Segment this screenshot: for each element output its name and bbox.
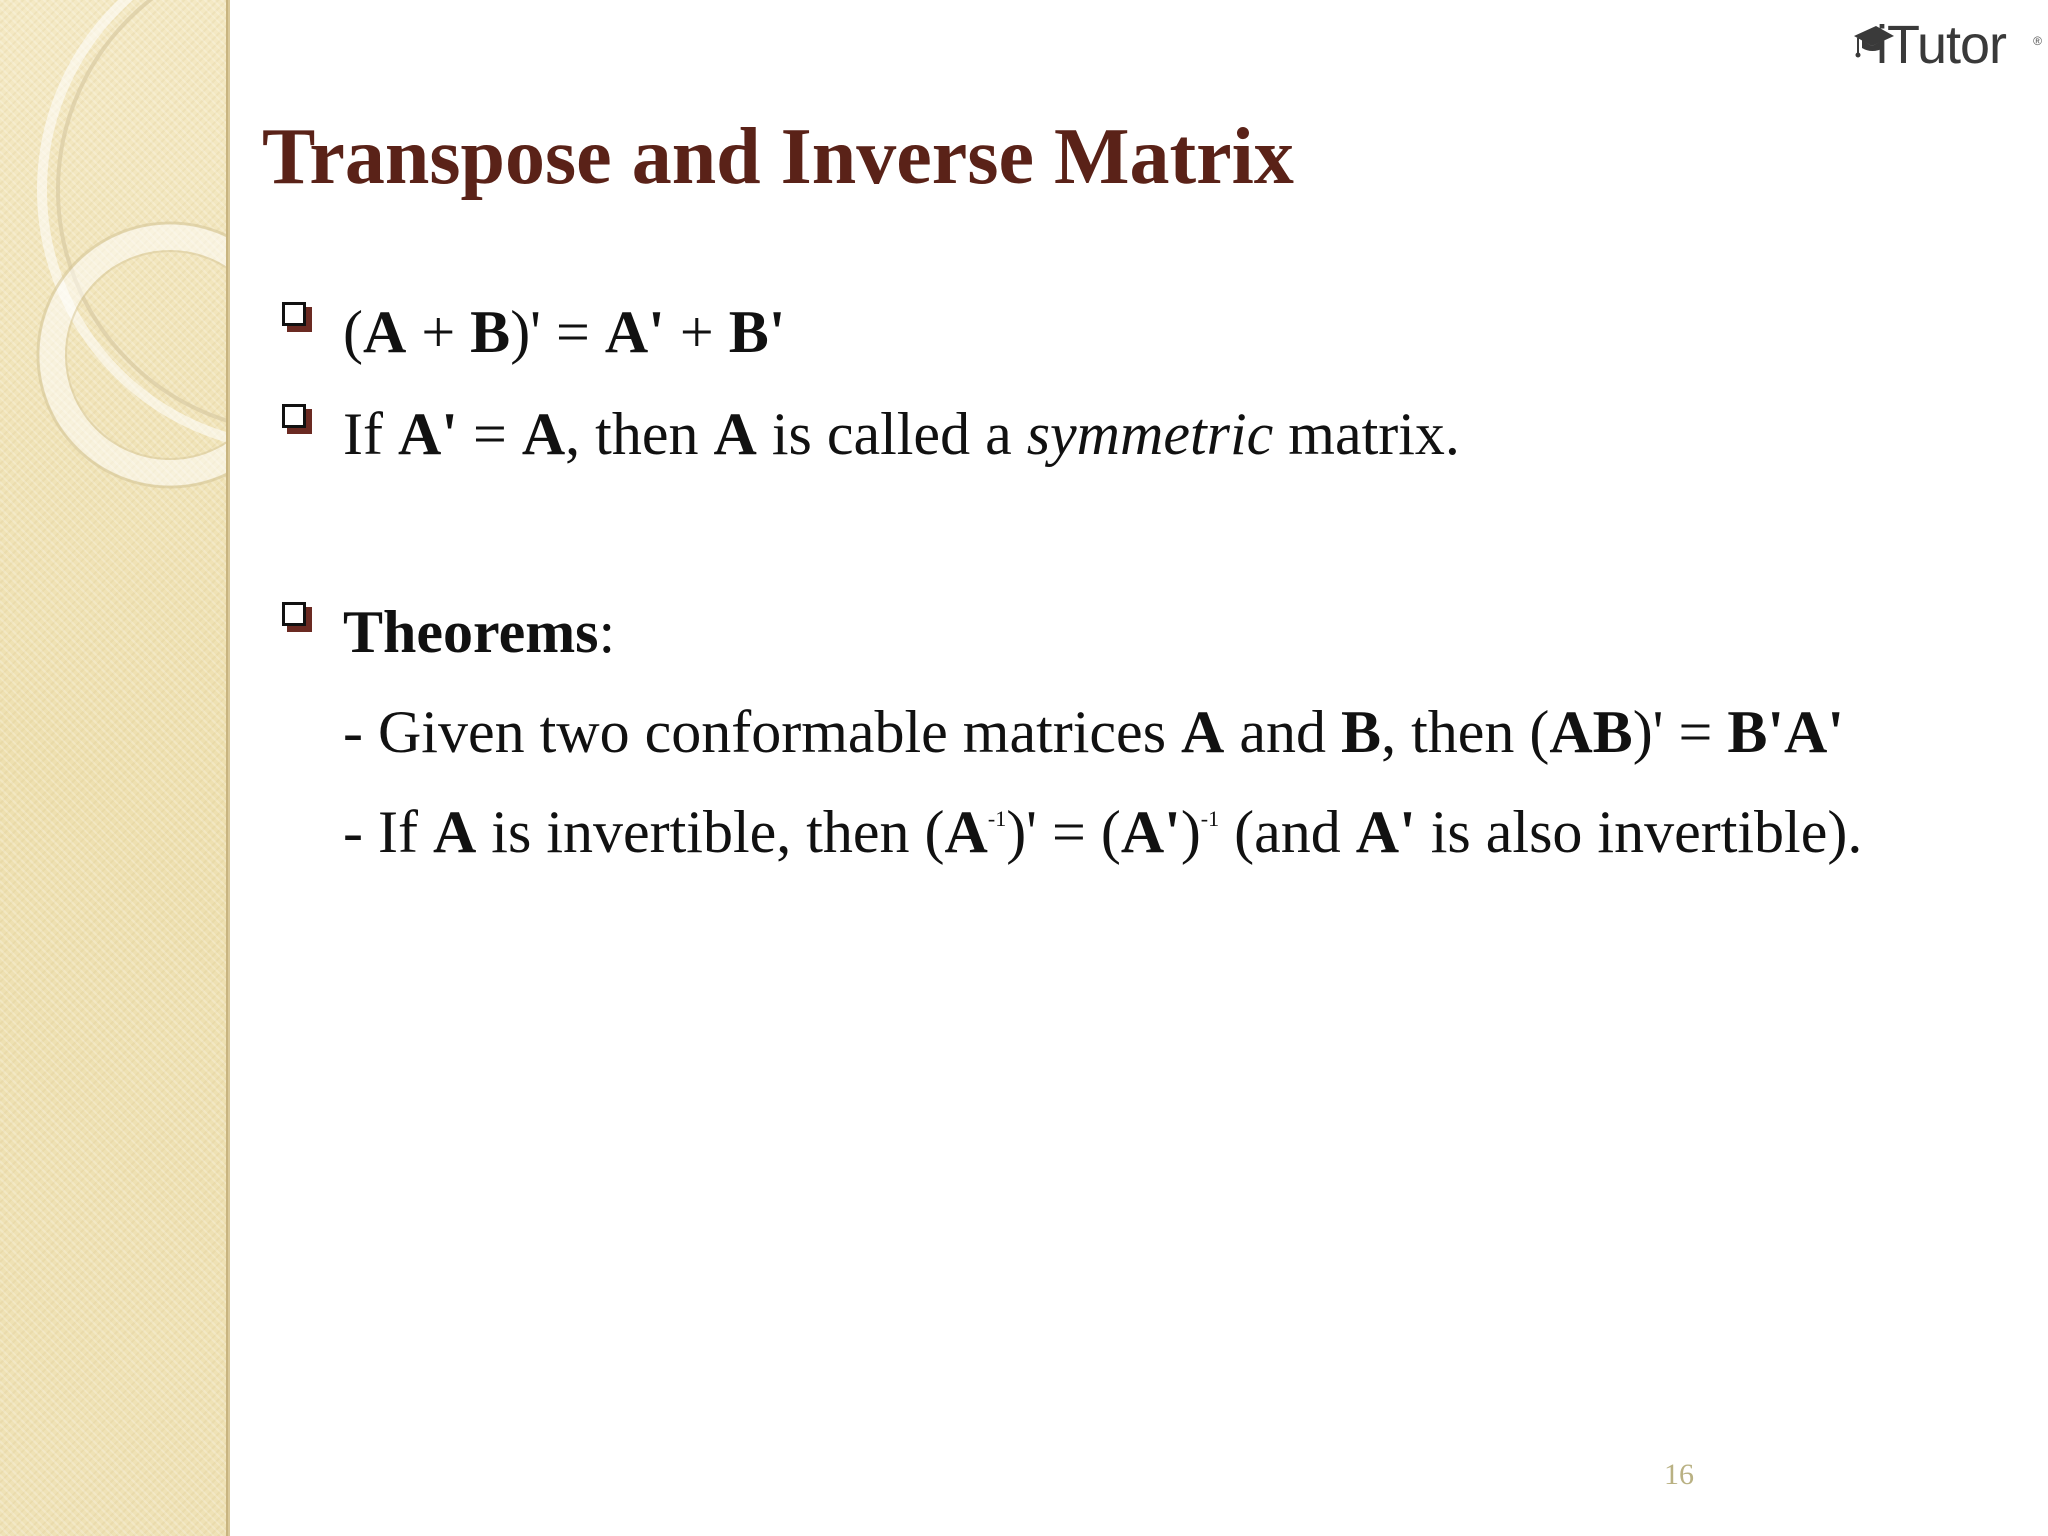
text-segment: )	[1180, 799, 1201, 865]
logo-text: iTutor	[1876, 15, 2007, 75]
text-segment: and	[1224, 699, 1342, 765]
text-segment: )' = (	[1006, 799, 1121, 865]
checkbox-bullet-icon	[282, 302, 312, 332]
matrix-symbol: A	[521, 401, 566, 467]
decorative-side-panel	[0, 0, 230, 1536]
matrix-symbol: A	[362, 299, 407, 365]
text-segment: (	[343, 299, 363, 365]
text-segment: :	[598, 599, 616, 665]
text-segment: is also invertible).	[1415, 799, 1863, 865]
text-segment: If	[343, 401, 398, 467]
theorem-product-transpose	[343, 699, 1845, 765]
matrix-symbol: A	[713, 401, 757, 467]
text-segment: +	[664, 299, 729, 365]
text-segment: )' =	[510, 299, 605, 365]
matrix-symbol: B'A'	[1727, 699, 1845, 765]
text-segment: +	[406, 299, 471, 365]
text-segment: , then	[565, 401, 714, 467]
bullet-transpose-sum	[343, 299, 786, 365]
text-segment: is invertible, then (	[476, 799, 945, 865]
matrix-symbol: A'	[604, 299, 665, 365]
text-segment: )' =	[1632, 699, 1728, 765]
registered-mark: ®	[2033, 34, 2042, 48]
matrix-symbol: A'	[397, 401, 458, 467]
checkbox-bullet-icon	[282, 602, 312, 632]
text-segment: , then (	[1381, 699, 1550, 765]
matrix-symbol: B'	[728, 299, 786, 365]
checkbox-bullet-icon	[282, 404, 312, 434]
italic-term: symmetric	[1026, 401, 1274, 467]
matrix-symbol: B	[470, 299, 511, 365]
text-segment: - If	[343, 799, 433, 865]
text-segment: (and	[1219, 799, 1356, 865]
text-segment: - Given two conformable matrices	[343, 699, 1182, 765]
text-segment: matrix.	[1273, 401, 1460, 467]
matrix-symbol: B	[1341, 699, 1382, 765]
theorems-label: Theorems	[343, 599, 599, 665]
itutor-logo	[1846, 10, 2046, 80]
side-panel-edge	[226, 0, 228, 1536]
theorem-inverse-transpose	[343, 799, 1863, 865]
matrix-symbol: A'	[1120, 799, 1181, 865]
matrix-symbol: A	[432, 799, 477, 865]
text-segment: is called a	[756, 401, 1027, 467]
text-segment: =	[457, 401, 522, 467]
matrix-symbol: A'	[1355, 799, 1416, 865]
superscript: -1	[1200, 806, 1220, 831]
bullet-symmetric-definition	[343, 401, 1460, 467]
matrix-symbol: AB	[1549, 699, 1633, 765]
superscript: -1	[987, 806, 1007, 831]
bullet-theorems-heading	[343, 599, 616, 665]
matrix-symbol: A	[1181, 699, 1225, 765]
decorative-rings	[0, 0, 228, 1536]
page-number: 16	[1664, 1458, 1694, 1491]
matrix-symbol: A	[944, 799, 988, 865]
slide-title: Transpose and Inverse Matrix	[262, 113, 1294, 201]
